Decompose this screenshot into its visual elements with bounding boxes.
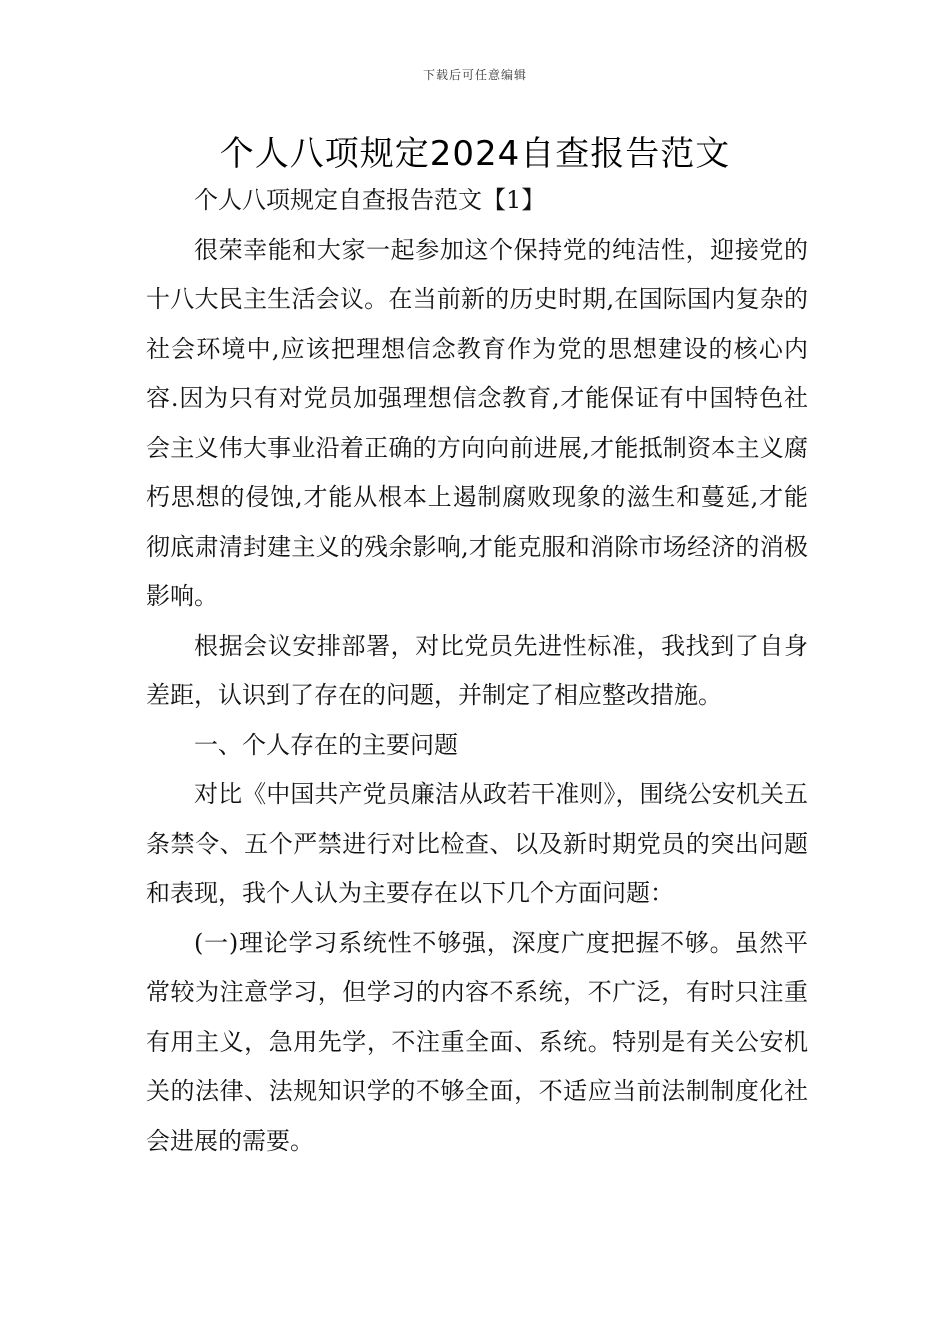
- document-title: 个人八项规定2024自查报告范文: [219, 134, 731, 174]
- paragraph: 根据会议安排部署，对比党员先进性标准，我找到了自身差距，认识到了存在的问题，并制定了相应整改措施。: [146, 631, 808, 709]
- section-heading: 一、个人存在的主要问题: [194, 730, 458, 759]
- paragraph: (一)理论学习系统性不够强，深度广度把握不够。虽然平常较为注意学习，但学习的内容不系统，不广泛，有时只注重有用主义，急用先学，不注重全面、系统。特别是有关公安机关的法律、法规知识学的不够全面，不适应当前法制制度化社会进展的需要。: [146, 928, 808, 1155]
- section-heading: 个人八项规定自查报告范文【1】: [194, 186, 546, 214]
- paragraph: 对比《中国共产党员廉洁从政若干准则》，围绕公安机关五条禁令、五个严禁进行对比检查、以及新时期党员的突出问题和表现，我个人认为主要存在以下几个方面问题：: [146, 780, 808, 907]
- document-body: [146, 176, 808, 1166]
- header-note: 下载后可任意编辑: [422, 68, 527, 82]
- paragraph: 很荣幸能和大家一起参加这个保持党的纯洁性，迎接党的十八大民主生活会议。在当前新的历史时期,在国际国内复杂的社会环境中,应该把理想信念教育作为党的思想建设的核心内容.因为只有对党员加强理想信念教育,才能保证有中国特色社会主义伟大事业沿着正确的方向向前进展,才能抵制资本主义腐朽思想的侵蚀,才能从根本上遏制腐败现象的滋生和蔓延,才能彻底肃清封建主义的残余影响,才能克服和消除市场经济的消极影响。: [146, 235, 808, 610]
